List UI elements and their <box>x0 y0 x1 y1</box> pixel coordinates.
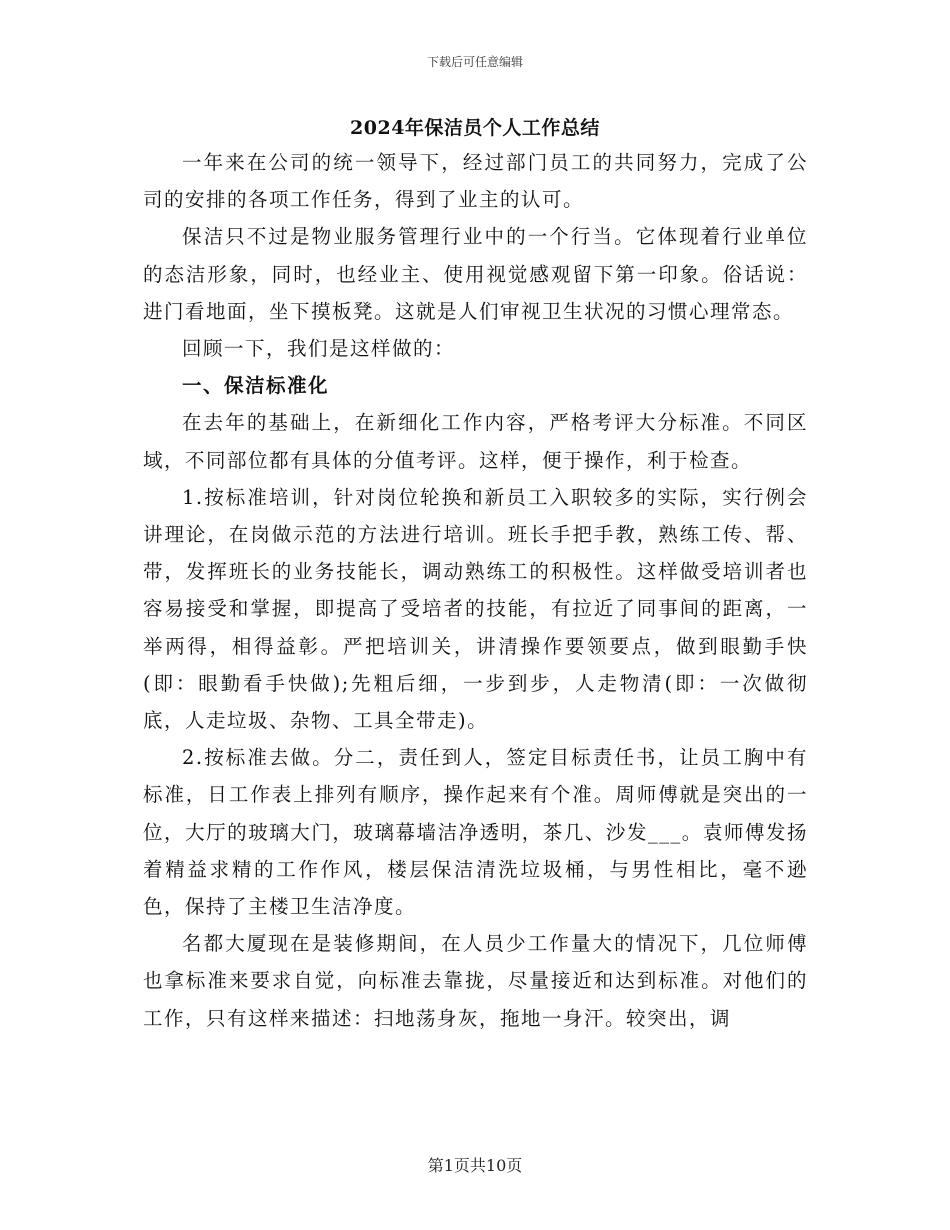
paragraph-execution: 2.按标准去做。分二，责任到人，签定目标责任书，让员工胸中有标准，日工作表上排列有顺序，操作起来有个准。周师傅就是突出的一位，大厅的玻璃大门，玻璃幕墙洁净透明，茶几、沙发___。袁师傅发扬着精益求精的工作作风，楼层保洁清洗垃圾桶，与男性相比，毫不逊色，保持了主楼卫生洁净度。 <box>143 746 808 919</box>
paragraph-intro: 一年来在公司的统一领导下，经过部门员工的共同努力，完成了公司的安排的各项工作任务，得到了业主的认可。 <box>143 151 808 212</box>
section-heading-standardization: 一、保洁标准化 <box>182 374 330 398</box>
paragraph-mingdu-building: 名都大厦现在是装修期间，在人员少工作量大的情况下，几位师傅也拿标准来要求自觉，向标准去靠拢，尽量接近和达到标准。对他们的工作，只有这样来描述：扫地荡身灰，拖地一身汗。较突出，调 <box>143 932 808 1030</box>
page-number: 第1页共10页 <box>427 1156 523 1175</box>
paragraph-review: 回顾一下，我们是这样做的： <box>182 337 456 361</box>
document-title: 2024年保洁员个人工作总结 <box>350 117 600 139</box>
paragraph-training: 1.按标准培训，针对岗位轮换和新员工入职较多的实际，实行例会讲理论，在岗做示范的方法进行培训。班长手把手教，熟练工传、帮、带，发挥班长的业务技能长，调动熟练工的积极性。这样做受培训者也容易接受和掌握，即提高了受培者的技能，有拉近了同事间的距离，一举两得，相得益彰。严把培训关，讲清操作要领要点，做到眼勤手快(即：眼勤看手快做);先粗后细，一步到步，人走物清(即：一次做彻底，人走垃圾、杂物、工具全带走)。 <box>143 485 808 733</box>
document-body <box>143 144 808 1037</box>
paragraph-cleaning-role: 保洁只不过是物业服务管理行业中的一个行当。它体现着行业单位的态洁形象，同时，也经业主、使用视觉感观留下第一印象。俗话说：进门看地面，坐下摸板凳。这就是人们审视卫生状况的习惯心理常态。 <box>143 225 808 323</box>
page-header-note: 下载后可任意编辑 <box>426 55 523 69</box>
paragraph-standards: 在去年的基础上，在新细化工作内容，严格考评大分标准。不同区域，不同部位都有具体的分值考评。这样，便于操作，利于检查。 <box>143 411 808 472</box>
